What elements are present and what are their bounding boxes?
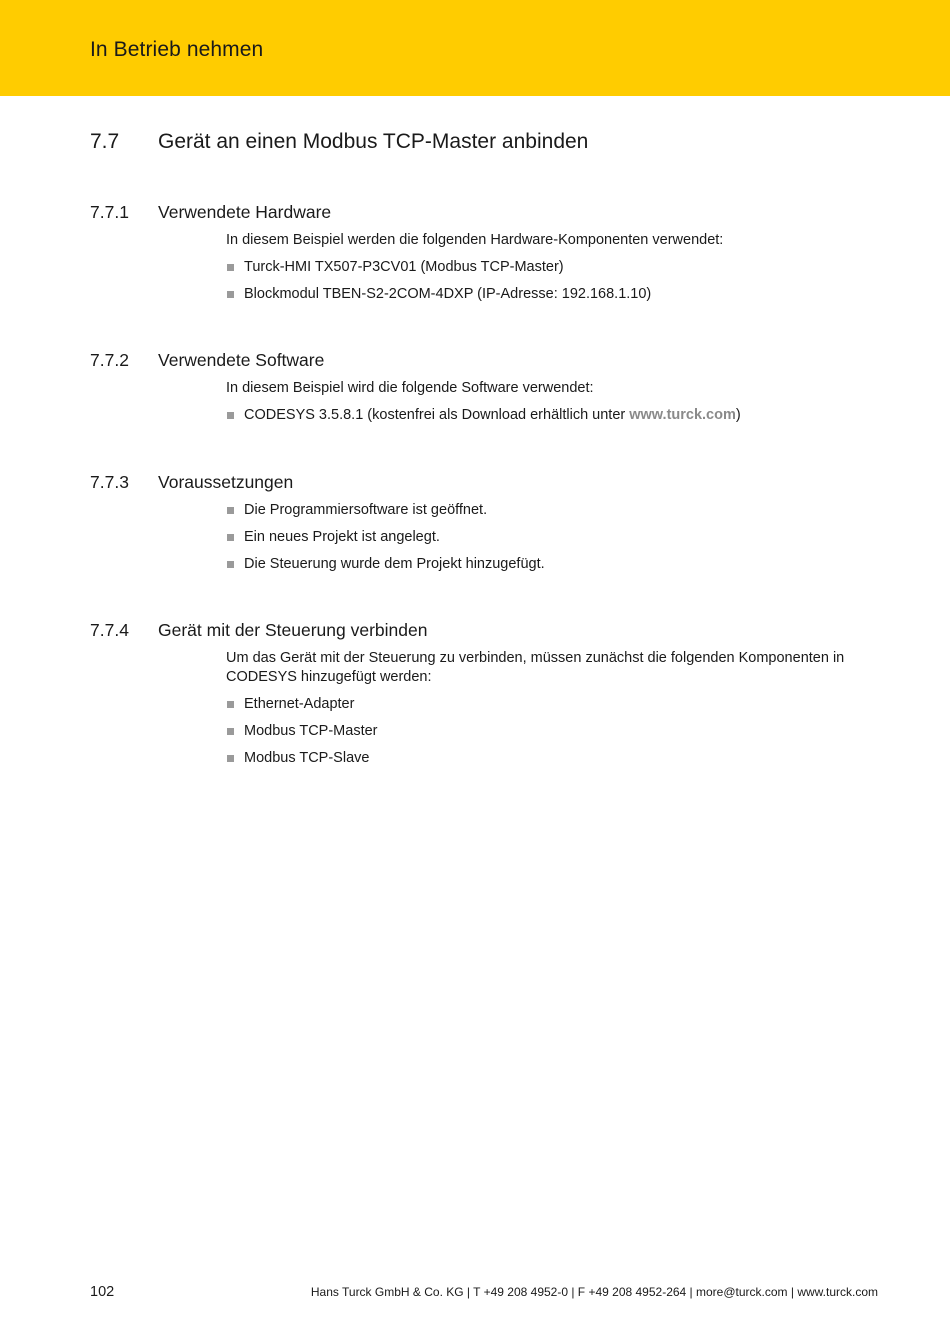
list-item: Modbus TCP-Master <box>226 722 880 741</box>
square-bullet-icon <box>227 701 234 708</box>
square-bullet-icon <box>227 755 234 762</box>
intro-paragraph: In diesem Beispiel wird die folgende Software verwendet: <box>226 380 594 396</box>
section-body <box>226 649 880 768</box>
section-heading <box>90 350 880 374</box>
intro-paragraph: Um das Gerät mit der Steuerung zu verbinden, müssen zunächst die folgenden Komponenten in CODESYS hinzugefügt werden: <box>226 650 845 685</box>
list-item: CODESYS 3.5.8.1 (kostenfrei als Download erhältlich unter www.turck.com) <box>226 406 880 425</box>
square-bullet-icon <box>227 507 234 514</box>
section-body <box>226 379 880 425</box>
bullet-list <box>226 258 880 304</box>
section-title: Verwendete Hardware <box>158 202 332 222</box>
section-heading <box>90 472 880 496</box>
section-prerequisites <box>90 472 880 582</box>
list-item: Ein neues Projekt ist angelegt. <box>226 528 880 547</box>
section-body <box>226 231 880 304</box>
section-number: 7.7.3 <box>90 472 129 492</box>
section-heading <box>90 620 880 644</box>
list-item: Blockmodul TBEN-S2-2COM-4DXP (IP-Adresse: 192.168.1.10) <box>226 285 880 304</box>
intro-paragraph: In diesem Beispiel werden die folgenden Hardware-Komponenten verwendet: <box>226 232 724 248</box>
square-bullet-icon <box>227 291 234 298</box>
section-software <box>90 350 880 433</box>
chapter-number: 7.7 <box>90 130 120 153</box>
list-item: Turck-HMI TX507-P3CV01 (Modbus TCP-Master) <box>226 258 880 277</box>
section-title: Gerät mit der Steuerung verbinden <box>158 620 428 640</box>
section-hardware <box>90 202 880 312</box>
list-item: Die Steuerung wurde dem Projekt hinzugefügt. <box>226 555 880 574</box>
section-title: Verwendete Software <box>158 350 325 370</box>
section-heading <box>90 202 880 226</box>
section-number: 7.7.1 <box>90 202 129 222</box>
square-bullet-icon <box>227 728 234 735</box>
square-bullet-icon <box>227 534 234 541</box>
list-item: Ethernet-Adapter <box>226 695 880 714</box>
square-bullet-icon <box>227 412 234 419</box>
header-title: In Betrieb nehmen <box>90 38 264 61</box>
section-title: Voraussetzungen <box>158 472 294 492</box>
header-band <box>0 0 950 96</box>
section-number: 7.7.4 <box>90 620 129 640</box>
section-connect-device <box>90 620 880 776</box>
footer-contact-line: Hans Turck GmbH & Co. KG | T +49 208 4952-0 | F +49 208 4952-264 | more@turck.com | www.turck.com <box>310 1285 878 1299</box>
square-bullet-icon <box>227 264 234 271</box>
section-number: 7.7.2 <box>90 350 129 370</box>
list-item: Die Programmiersoftware ist geöffnet. <box>226 501 880 520</box>
bullet-list <box>226 695 880 768</box>
bullet-list <box>226 501 880 574</box>
chapter-title: Gerät an einen Modbus TCP-Master anbinden <box>158 130 589 153</box>
bullet-list <box>226 406 880 425</box>
turck-website-link[interactable]: www.turck.com <box>629 407 736 423</box>
square-bullet-icon <box>227 561 234 568</box>
list-item: Modbus TCP-Slave <box>226 749 880 768</box>
section-body <box>226 501 880 574</box>
page-number: 102 <box>90 1284 115 1300</box>
